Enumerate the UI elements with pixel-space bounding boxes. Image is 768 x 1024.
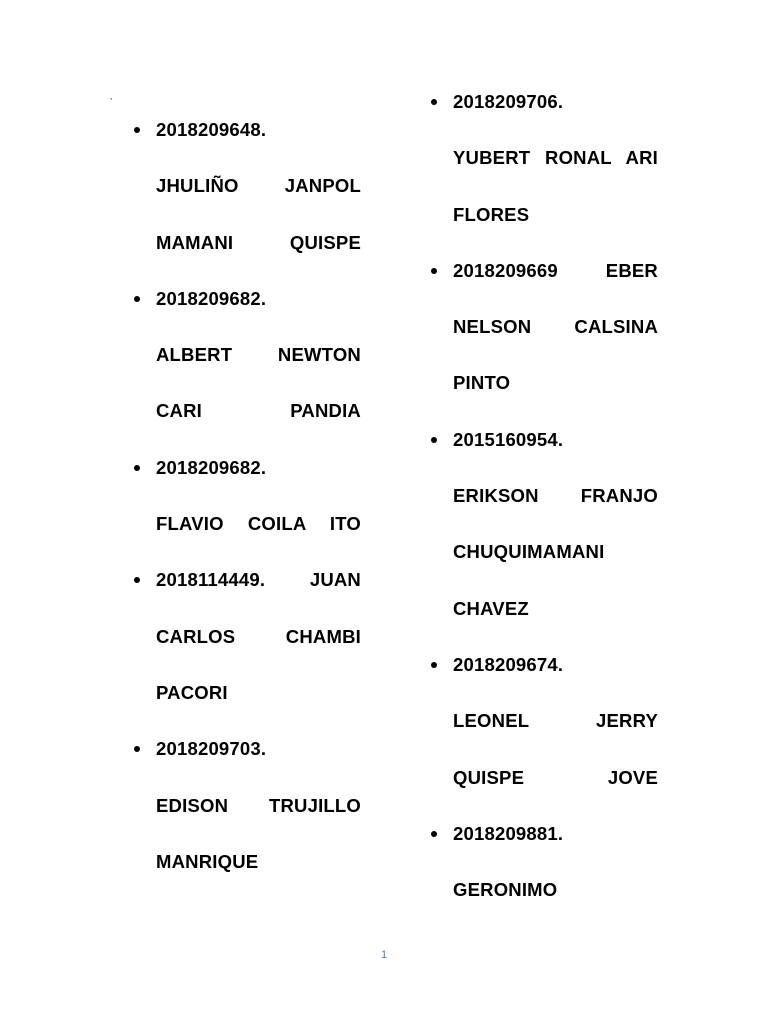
bullet-icon: [134, 465, 140, 471]
student-name-line: QUISPE JOVE: [453, 766, 658, 788]
student-entry: [132, 735, 361, 904]
bullet-icon: [134, 127, 140, 133]
student-name-line: CHAVEZ: [453, 597, 529, 619]
student-name-line: PACORI: [156, 681, 228, 703]
bullet-icon: [431, 268, 437, 274]
page-number: 1: [380, 949, 388, 961]
student-name-line: MAMANI QUISPE: [156, 231, 361, 253]
bullet-icon: [431, 831, 437, 837]
student-name-line: PINTO: [453, 372, 511, 394]
student-entry: [429, 426, 658, 651]
student-id-line: 2018209682.: [156, 456, 267, 478]
student-name-line: EDISON TRUJILLO: [156, 794, 361, 816]
student-id-line: 2018209881.: [453, 822, 564, 844]
bullet-icon: [431, 662, 437, 668]
student-name-line: MANRIQUE: [156, 850, 259, 872]
student-entry: [429, 257, 658, 426]
student-id-line: 2018209706.: [453, 91, 564, 112]
student-name-line: JHULIÑO JANPOL: [156, 175, 361, 197]
student-entry: [429, 820, 658, 933]
left-column-list: [132, 116, 361, 904]
student-entry: [429, 651, 658, 820]
student-id-line: 2018209669 EBER: [453, 259, 658, 281]
student-id-line: 2018209648.: [156, 119, 267, 140]
student-entry: [132, 454, 361, 567]
stray-mark: ,: [110, 92, 113, 101]
student-entry: [429, 88, 658, 257]
student-id-line: 2018209674.: [453, 653, 564, 675]
student-name-line: ALBERT NEWTON: [156, 344, 361, 366]
bullet-icon: [134, 746, 140, 752]
student-name-line: FLORES: [453, 203, 530, 225]
student-id-line: 2018209703.: [156, 738, 267, 760]
bullet-icon: [431, 99, 437, 105]
student-entry: [132, 285, 361, 454]
student-entry: [132, 566, 361, 735]
student-entry: [132, 116, 361, 285]
student-name-line: CHUQUIMAMANI: [453, 541, 605, 563]
bullet-icon: [431, 437, 437, 443]
student-id-line: 2018209682.: [156, 287, 267, 309]
student-name-line: GERONIMO: [453, 879, 558, 901]
student-id-line: 2015160954.: [453, 428, 564, 450]
right-column-list: [429, 88, 658, 932]
student-name-line: FLAVIO COILA ITO: [156, 513, 361, 535]
bullet-icon: [134, 577, 140, 583]
student-name-line: YUBERT RONAL ARI: [453, 147, 658, 169]
student-name-line: CARI PANDIA: [156, 400, 361, 422]
bullet-icon: [134, 296, 140, 302]
student-name-line: ERIKSON FRANJO: [453, 485, 658, 507]
student-name-line: NELSON CALSINA: [453, 316, 658, 338]
student-id-line: 2018114449. JUAN: [156, 569, 361, 591]
student-name-line: LEONEL JERRY: [453, 710, 658, 732]
student-name-line: CARLOS CHAMBI: [156, 625, 361, 647]
